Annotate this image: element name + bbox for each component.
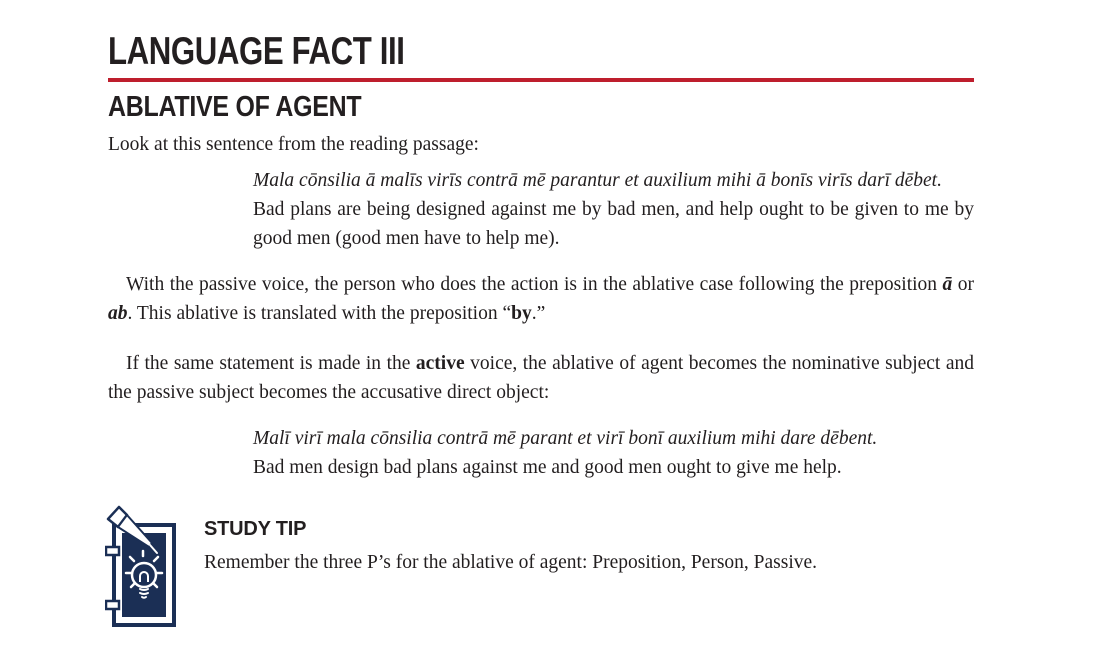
latin-sentence-2: Malī virī mala cōnsilia contrā mē parant et virī bonī auxilium mihi dare dēbent.: [253, 428, 878, 449]
example-block-2: [253, 424, 974, 482]
paragraph-active-voice: If the same statement is made in the active voice, the ablative of agent becomes the nominative subject and the passive subject becomes the accusative direct object:: [108, 353, 975, 403]
study-tip-box: [108, 505, 974, 631]
notebook-page-fill: [122, 533, 166, 617]
study-tip-text-block: [204, 505, 817, 577]
intro-text: Look at this sentence from the reading passage:: [108, 134, 479, 155]
page-title: LANGUAGE FACT III: [108, 30, 405, 73]
paragraph-passive-voice: With the passive voice, the person who does the action is in the ablative case following the preposition ā or ab. This ablative is translated with the preposition “by.”: [108, 274, 974, 324]
study-tip-text: Remember the three P’s for the ablative of agent: Preposition, Person, Passive.: [204, 552, 818, 573]
study-tip-notebook-lightbulb-pen-icon: [105, 505, 183, 631]
example-block-1: [253, 166, 974, 253]
study-tip-heading: STUDY TIP: [204, 518, 307, 540]
english-translation-2: Bad men design bad plans against me and good men ought to give me help.: [253, 457, 842, 478]
latin-sentence-1: Mala cōnsilia ā malīs virīs contrā mē parantur et auxilium mihi ā bonīs virīs darī dēbet.: [253, 170, 942, 191]
page-content: [108, 0, 974, 631]
binder-tab-bottom: [106, 601, 119, 609]
english-translation-1: Bad plans are being designed against me by bad men, and help ought to be given to me by good men (good men have to help me).: [253, 199, 974, 249]
red-divider-rule: [108, 78, 974, 82]
section-heading: ABLATIVE OF AGENT: [108, 91, 362, 123]
binder-tab-top: [106, 547, 119, 555]
